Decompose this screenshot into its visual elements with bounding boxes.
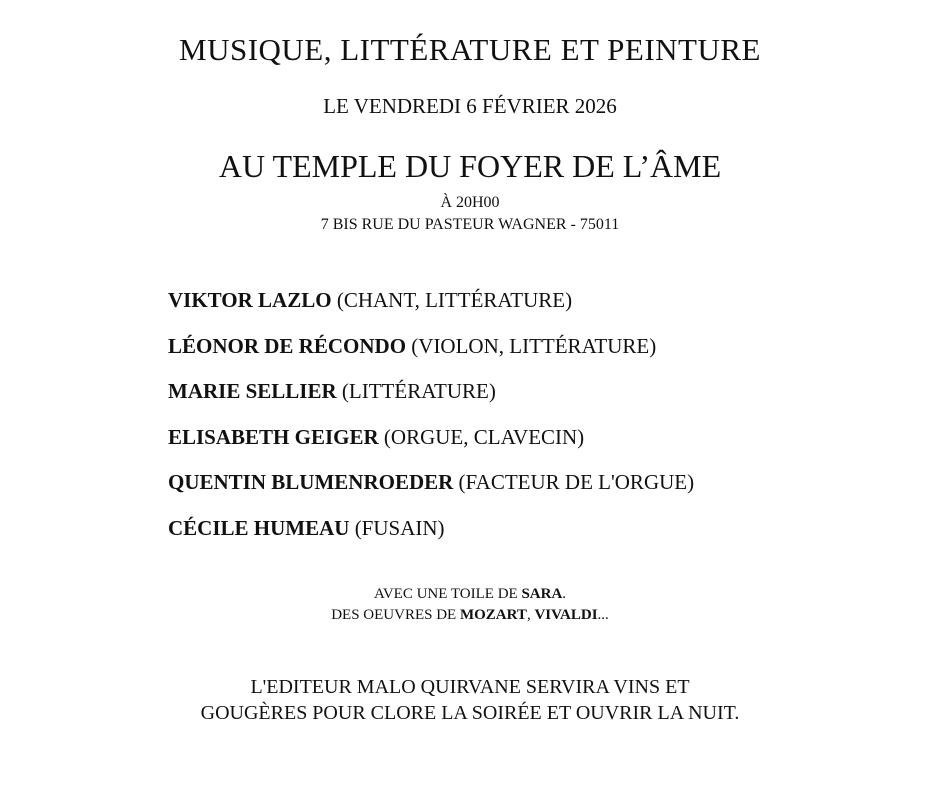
performer-name: LÉONOR DE RÉCONDO xyxy=(168,333,407,358)
painter-name: SARA xyxy=(521,586,563,602)
performer-item xyxy=(168,468,694,496)
event-title: MUSIQUE, LITTÉRATURE ET PEINTURE xyxy=(179,32,761,67)
works-prefix: DES OEUVRES DE xyxy=(331,607,460,623)
composer-name: VIVALDI xyxy=(534,607,598,623)
event-venue: AU TEMPLE DU FOYER DE L’ÂME xyxy=(218,148,722,184)
performer-role: (VIOLON, LITTÉRATURE) xyxy=(411,333,657,358)
painting-suffix: . xyxy=(562,586,567,602)
performer-item xyxy=(168,377,694,405)
performer-item xyxy=(168,514,694,542)
event-date: LE VENDREDI 6 FÉVRIER 2026 xyxy=(323,94,617,118)
performer-name: QUENTIN BLUMENROEDER xyxy=(168,470,454,494)
extras-note xyxy=(0,584,940,626)
performer-item xyxy=(168,423,694,451)
closing-note xyxy=(0,674,940,726)
event-address: 7 BIS RUE DU PASTEUR WAGNER - 75011 xyxy=(320,216,620,233)
painting-prefix: AVEC UNE TOILE DE xyxy=(373,586,522,602)
performer-name: ELISABETH GEIGER xyxy=(168,424,379,449)
works-line xyxy=(0,605,940,626)
performer-role: (ORGUE, CLAVECIN) xyxy=(383,424,585,449)
performer-role: (CHANT, LITTÉRATURE) xyxy=(336,288,573,312)
closing-line: GOUGÈRES POUR CLORE LA SOIRÉE ET OUVRIR LA NUIT. xyxy=(200,702,740,724)
painting-line xyxy=(0,584,940,605)
composer-separator: , xyxy=(526,607,535,623)
event-time: À 20H00 xyxy=(440,194,500,211)
performer-list xyxy=(168,286,694,559)
performer-item xyxy=(168,286,694,314)
performer-item xyxy=(168,332,694,360)
closing-line: L'EDITEUR MALO QUIRVANE SERVIRA VINS ET xyxy=(250,676,690,698)
works-suffix: ... xyxy=(597,607,609,623)
composer-name: MOZART xyxy=(459,607,527,623)
performer-name: VIKTOR LAZLO xyxy=(168,288,332,312)
performer-name: CÉCILE HUMEAU xyxy=(168,515,350,540)
performer-role: (FUSAIN) xyxy=(354,515,445,540)
performer-role: (LITTÉRATURE) xyxy=(341,379,496,403)
performer-name: MARIE SELLIER xyxy=(168,379,337,403)
performer-role: (FACTEUR DE L'ORGUE) xyxy=(458,470,695,494)
